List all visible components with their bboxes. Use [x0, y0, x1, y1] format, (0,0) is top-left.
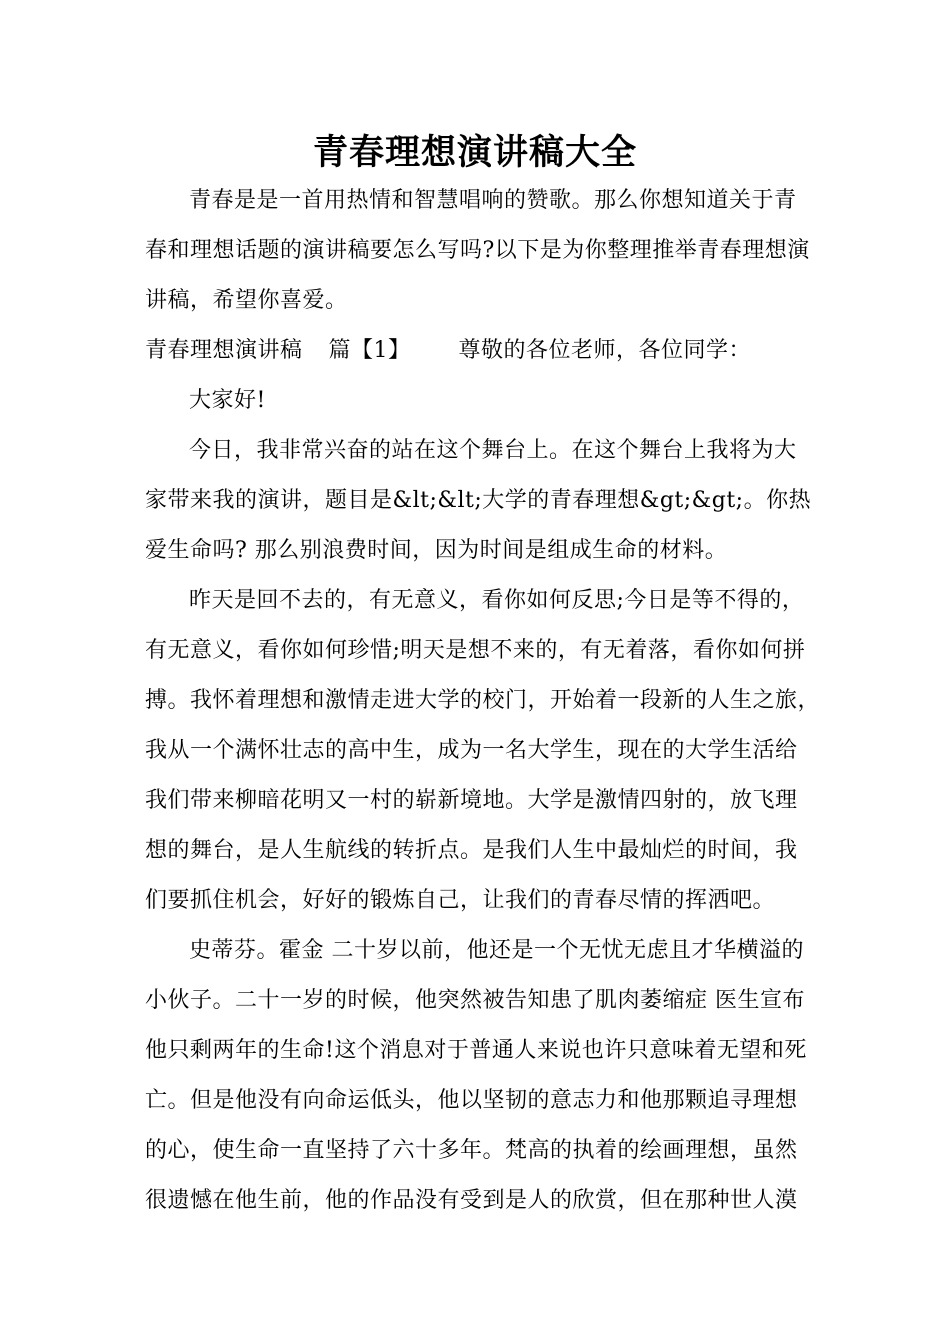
- paragraph-line: 有无意义，看你如何珍惜;明天是想不来的，有无着落，看你如何拼: [145, 638, 806, 663]
- paragraph-line: 讲稿，希望你喜爱。: [145, 288, 348, 313]
- paragraph-line: 他只剩两年的生命!这个消息对于普通人来说也许只意味着无望和死: [145, 1038, 807, 1063]
- paragraph-line: 想的舞台，是人生航线的转折点。是我们人生中最灿烂的时间，我: [145, 838, 798, 863]
- paragraph-line: 们要抓住机会，好好的锻炼自己，让我们的青春尽情的挥洒吧。: [145, 888, 776, 913]
- paragraph-line: 昨天是回不去的，有无意义，看你如何反思;今日是等不得的，: [189, 588, 805, 613]
- paragraph-1: [145, 426, 825, 576]
- section-heading-part: 篇【1】: [328, 338, 411, 363]
- section-heading: [145, 326, 825, 376]
- paragraph-line: 家带来我的演讲，题目是&lt;&lt;大学的青春理想&gt;&gt;。你热: [145, 488, 812, 513]
- paragraph-line: 搏。我怀着理想和激情走进大学的校门，开始着一段新的人生之旅，: [145, 688, 821, 713]
- paragraph-line: 爱生命吗? 那么别浪费时间，因为时间是组成生命的材料。: [145, 538, 728, 563]
- section-heading-name: 青春理想演讲稿: [145, 338, 303, 363]
- greeting: 大家好!: [189, 388, 266, 413]
- paragraph-line: 我们带来柳暗花明又一村的崭新境地。大学是激情四射的，放飞理: [145, 788, 798, 813]
- document-body: [145, 176, 825, 1226]
- paragraph-line: 我从一个满怀壮志的高中生，成为一名大学生，现在的大学生活给: [145, 738, 798, 763]
- paragraph-line: 亡。但是他没有向命运低头，他以坚韧的意志力和他那颗追寻理想: [145, 1088, 798, 1113]
- intro-paragraph: [145, 176, 825, 326]
- paragraph-line: 青春是是一首用热情和智慧唱响的赞歌。那么你想知道关于青: [189, 188, 797, 213]
- paragraph-2: [145, 576, 825, 926]
- paragraph-line: 春和理想话题的演讲稿要怎么写吗?以下是为你整理推举青春理想演: [145, 238, 810, 263]
- paragraph-line: 很遗憾在他生前，他的作品没有受到是人的欣赏，但在那种世人漠: [145, 1188, 798, 1213]
- paragraph-3: [145, 926, 825, 1226]
- document-title: 青春理想演讲稿大全: [312, 132, 637, 173]
- paragraph-line: 史蒂芬。霍金 二十岁以前，他还是一个无忧无虑且才华横溢的: [189, 938, 804, 963]
- salutation: 尊敬的各位老师，各位同学：: [458, 338, 752, 363]
- paragraph-line: 的心，使生命一直坚持了六十多年。梵高的执着的绘画理想，虽然: [145, 1138, 798, 1163]
- paragraph-line: 今日，我非常兴奋的站在这个舞台上。在这个舞台上我将为大: [189, 438, 797, 463]
- paragraph-line: 小伙子。二十一岁的时候，他突然被告知患了肌肉萎缩症 医生宣布: [145, 988, 805, 1013]
